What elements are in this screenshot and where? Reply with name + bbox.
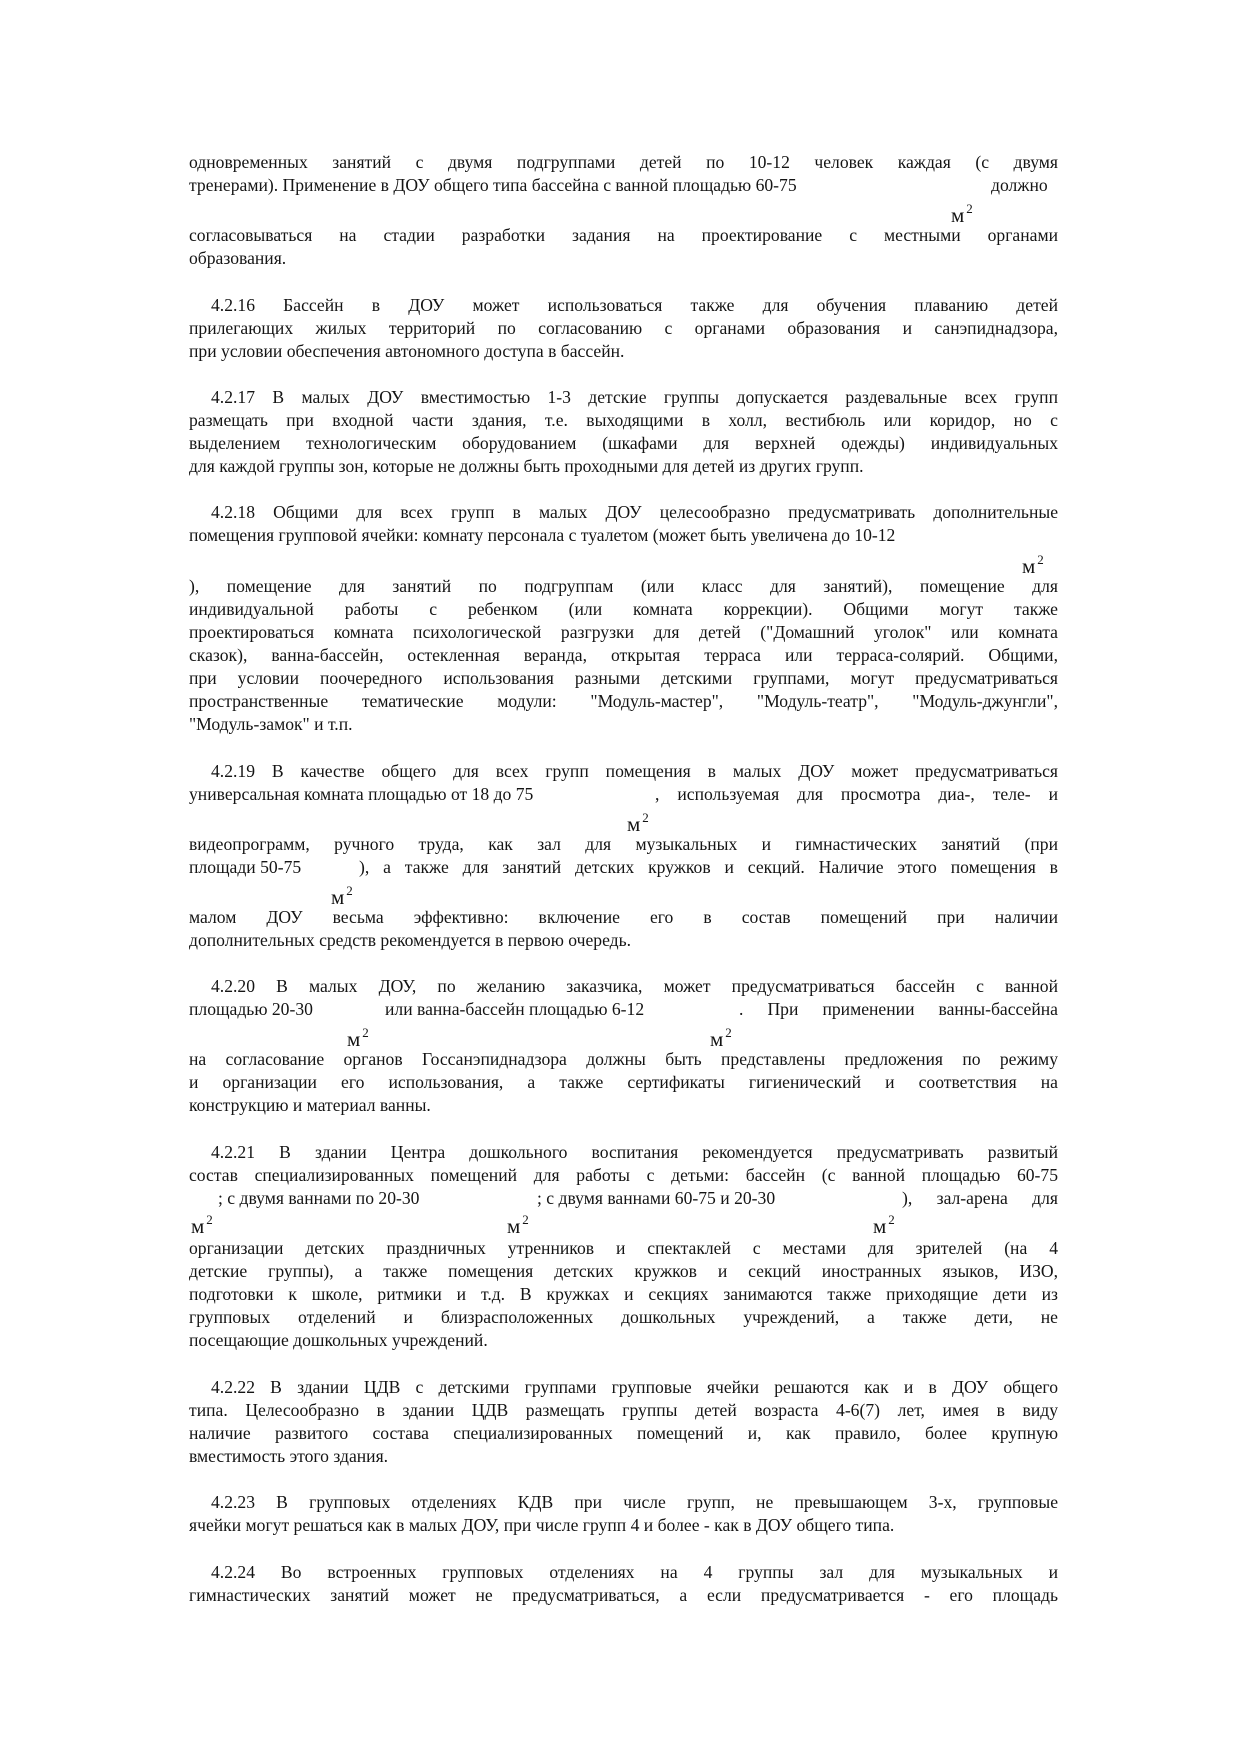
text-line: "Модуль-замок" и т.п. [189, 714, 353, 734]
text-line: индивидуальной работы с ребенком (или комната коррекции). Общими могут также [189, 599, 1058, 619]
unit-square-meter: м $^2$ [507, 1212, 529, 1238]
text-line: 4.2.17 В малых ДОУ вместимостью 1-3 детские группы допускается раздевальные всех групп [211, 387, 1058, 407]
text-line: и организации его использования, а также сертификаты гигиенический и соответствия на [189, 1072, 1058, 1092]
text-line: площадью 20-30 [189, 999, 313, 1019]
text-line: должно [991, 175, 1048, 195]
text-line: посещающие дошкольных учреждений. [189, 1330, 488, 1350]
text-line: 4.2.18 Общими для всех групп в малых ДОУ целесообразно предусматривать дополнительные [211, 502, 1058, 522]
text-line: . При применении ванны-бассейна [739, 999, 1058, 1019]
text-line: помещения групповой ячейки: комнату персонала с туалетом (может быть увеличена до 10-12 [189, 525, 896, 545]
text-line: для каждой группы зон, которые не должны быть проходными для детей из других групп. [189, 456, 864, 476]
text-line: дополнительных средств рекомендуется в первою очередь. [189, 930, 632, 950]
text-line: ), зал-арена для [902, 1188, 1058, 1208]
text-line: ), а также для занятий детских кружков и секций. Наличие этого помещения в [359, 857, 1058, 877]
text-line: ячейки могут решаться как в малых ДОУ, при числе групп 4 и более - как в ДОУ общего типа. [189, 1515, 895, 1535]
text-line: 4.2.19 В качестве общего для всех групп помещения в малых ДОУ может предусматриваться [211, 761, 1058, 781]
text-line: на согласование органов Госсанэпиднадзора должны быть представлены предложения по режиму [189, 1049, 1058, 1069]
text-line: пространственные тематические модули: "Модуль-мастер", "Модуль-театр", "Модуль-джунгли", [189, 691, 1058, 711]
text-line: сказок), ванна-бассейн, остекленная веранда, открытая терраса или терраса-солярий. Общими, [189, 645, 1058, 665]
text-line: 4.2.20 В малых ДОУ, по желанию заказчика, может предусматриваться бассейн с ванной [211, 976, 1058, 996]
text-line: образования. [189, 248, 287, 268]
text-line: прилегающих жилых территорий по согласованию с органами образования и санэпиднадзора, [189, 318, 1058, 338]
unit-square-meter: м $^2$ [347, 1025, 369, 1051]
text-line: групповых отделений и близрасположенных дошкольных учреждений, а также дети, не [189, 1307, 1058, 1327]
unit-square-meter: м $^2$ [627, 810, 649, 836]
text-line: тренерами). Применение в ДОУ общего типа бассейна с ванной площадью 60-75 [189, 175, 797, 195]
text-line: ; с двумя ваннами 60-75 и 20-30 [537, 1188, 776, 1208]
text-line: ; с двумя ваннами по 20-30 [218, 1188, 420, 1208]
text-line: типа. Целесообразно в здании ЦДВ размещать группы детей возраста 4-6(7) лет, имея в виду [189, 1400, 1058, 1420]
text-line: при условии поочередного использования разными детскими группами, могут предусматриваться [189, 668, 1058, 688]
unit-square-meter: м $^2$ [951, 201, 973, 227]
text-line: 4.2.23 В групповых отделениях КДВ при числе групп, не превышающем 3-х, групповые [211, 1492, 1058, 1512]
unit-square-meter: м $^2$ [1022, 552, 1044, 578]
text-line: , используемая для просмотра диа-, теле- и [655, 784, 1058, 804]
text-line: малом ДОУ весьма эффективно: включение его в состав помещений при наличии [189, 907, 1058, 927]
text-line: гимнастических занятий может не предусматриваться, а если предусматривается - его площадь [189, 1585, 1058, 1605]
text-line: выделением технологическим оборудованием (шкафами для верхней одежды) индивидуальных [189, 433, 1058, 453]
text-line: 4.2.22 В здании ЦДВ с детскими группами групповые ячейки решаются как и в ДОУ общего [211, 1377, 1058, 1397]
text-line: проектироваться комната психологической разгрузки для детей ("Домашний уголок" или комната [189, 622, 1058, 642]
text-line: площади 50-75 [189, 857, 302, 877]
text-line: вместимость этого здания. [189, 1446, 389, 1466]
text-line: одновременных занятий с двумя подгруппами детей по 10-12 человек каждая (с двумя [189, 152, 1058, 172]
text-line: размещать при входной части здания, т.е. выходящими в холл, вестибюль или коридор, но с [189, 410, 1058, 430]
unit-square-meter: м $^2$ [331, 883, 353, 909]
text-line: подготовки к школе, ритмики и т.д. В кружках и секциях занимаются также приходящие дети из [189, 1284, 1058, 1304]
text-line: состав специализированных помещений для работы с детьми: бассейн (с ванной площадью 60-75 [189, 1165, 1058, 1185]
text-line: детские группы), а также помещения детских кружков и секций иностранных языков, ИЗО, [189, 1261, 1058, 1281]
text-line: 4.2.21 В здании Центра дошкольного воспитания рекомендуется предусматривать развитый [211, 1142, 1058, 1162]
text-line: видеопрограмм, ручного труда, как зал для музыкальных и гимнастических занятий (при [189, 834, 1058, 854]
text-line: 4.2.24 Во встроенных групповых отделениях на 4 группы зал для музыкальных и [211, 1562, 1058, 1582]
text-line: организации детских праздничных утренников и спектаклей с местами для зрителей (на 4 [189, 1238, 1058, 1258]
text-line: 4.2.16 Бассейн в ДОУ может использоваться также для обучения плаванию детей [211, 295, 1058, 315]
text-line: конструкцию и материал ванны. [189, 1095, 431, 1115]
text-line: наличие развитого состава специализированных помещений и, как правило, более крупную [189, 1423, 1058, 1443]
text-line: универсальная комната площадью от 18 до 75 [189, 784, 534, 804]
unit-square-meter: м $^2$ [710, 1025, 732, 1051]
text-line: или ванна-бассейн площадью 6-12 [385, 999, 645, 1019]
text-line: согласовываться на стадии разработки задания на проектирование с местными органами [189, 225, 1058, 245]
text-line: ), помещение для занятий по подгруппам (или класс для занятий), помещение для [189, 576, 1058, 596]
text-line: при условии обеспечения автономного доступа в бассейн. [189, 341, 625, 361]
unit-square-meter: м $^2$ [191, 1212, 213, 1238]
unit-square-meter: м $^2$ [873, 1212, 895, 1238]
